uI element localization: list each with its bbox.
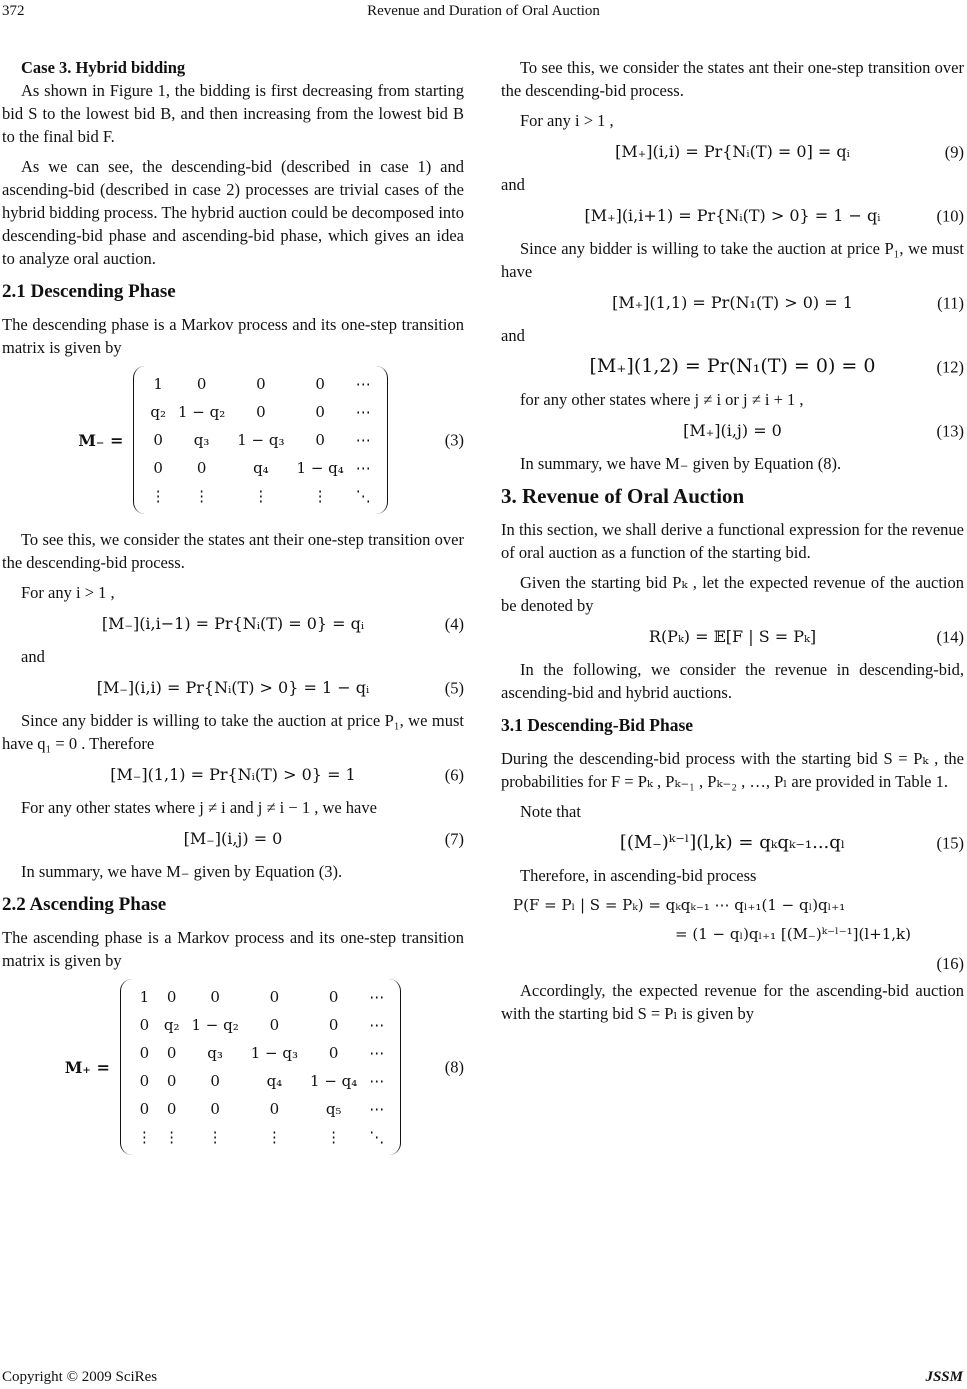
case3-paragraph-1: As shown in Figure 1, the bidding is first decreasing from starting bid S to the lowest bid B, and then increasing from the lowest bid B to the final bid F. xyxy=(2,81,464,146)
equation-11 xyxy=(501,291,964,314)
running-title: Revenue and Duration of Oral Auction xyxy=(367,3,600,19)
matrix-m-plus-cell: 0 xyxy=(166,987,177,1006)
section-2-1-paragraph-2: To see this, we consider the states ant their one-step transition over the descending-bid process. xyxy=(2,530,464,572)
right-paragraph-3: Since any bidder is willing to take the auction at price P₁, we must have xyxy=(501,239,964,281)
matrix-m-plus-cell: q₄ xyxy=(266,1071,283,1090)
matrix-m-minus-cell: q₃ xyxy=(193,430,210,449)
equation-number: (13) xyxy=(936,421,964,440)
equation-16-line-1: P(F = Pₗ | S = Pₖ) = qₖqₖ₋₁ ⋯ qₗ₊₁(1 − qₗ)qₗ₊₁ xyxy=(513,896,846,914)
equation-4 xyxy=(2,612,464,635)
copyright-notice: Copyright © 2009 SciRes xyxy=(2,1369,158,1385)
running-head xyxy=(0,0,967,22)
matrix-m-plus-row xyxy=(131,1095,390,1123)
equation-number: (12) xyxy=(936,357,964,376)
section-3-paragraph-2: Given the starting bid Pₖ , let the expected revenue of the auction be denoted by xyxy=(501,573,964,615)
matrix-m-plus-cell: 1 − q₃ xyxy=(250,1043,299,1062)
matrix-m-minus-cell: 1 − q₂ xyxy=(177,402,226,421)
matrix-m-plus-cell: ⋮ xyxy=(136,1127,152,1146)
equation-body: [M₋](i,i−1) = Pr{Nᵢ(T) = 0} = qᵢ xyxy=(101,614,365,633)
matrix-m-minus-cell: 0 xyxy=(196,374,207,393)
case3-paragraph-2: As we can see, the descending-bid (described in case 1) and ascending-bid (described in case 2) processes are trivial cases of the hybrid bidding process. The hybrid auction could be decomposed into descending-bid phase and ascending-bid phase, which gives an idea to analyze oral auction. xyxy=(2,157,464,268)
right-column xyxy=(501,56,964,1032)
matrix-m-minus-cell: 0 xyxy=(153,430,163,449)
section-3-paragraph-1: In this section, we shall derive a functional expression for the revenue of oral auction as a function of the starting bid. xyxy=(501,520,964,562)
equation-number: (16) xyxy=(936,954,964,973)
equation-number: (7) xyxy=(444,829,464,848)
equation-body: [M₊](i,i) = Pr{Nᵢ(T) = 0] = qᵢ xyxy=(615,142,850,161)
section-3-1-paragraph-2: Note that xyxy=(520,802,581,821)
matrix-m-minus-label: M₋ = xyxy=(78,430,124,450)
matrix-m-plus-cell: q₂ xyxy=(163,1015,180,1034)
matrix-m-minus-row xyxy=(144,398,376,426)
equation-6 xyxy=(2,763,464,786)
matrix-m-minus-cell: ⋯ xyxy=(355,458,371,477)
matrix-m-minus-cell: ⋮ xyxy=(253,486,269,505)
equation-7 xyxy=(2,827,464,850)
section-3-1-paragraph-1: During the descending-bid process with the starting bid S = Pₖ , the probabilities for F = Pₖ , Pₖ₋₁ , Pₖ₋₂ , …, Pₗ are provided in Table 1. xyxy=(501,749,964,791)
right-paragraph-5: In summary, we have M₋ given by Equation (8). xyxy=(520,454,842,473)
section-2-1-paragraph-4: Since any bidder is willing to take the auction at price P₁, we must have q₁ = 0 . Therefore xyxy=(2,711,464,753)
matrix-m-plus-label: M₊ = xyxy=(64,1057,110,1077)
matrix-m-minus-cell: q₂ xyxy=(150,402,166,421)
section-2-1-paragraph-3: For any i > 1 , xyxy=(21,583,115,602)
matrix-m-plus-cell: 1 xyxy=(139,987,150,1006)
matrix-m-minus-cell: 1 − q₄ xyxy=(296,458,344,477)
matrix-m-minus-row xyxy=(144,426,376,454)
matrix-m-plus-cell: q₃ xyxy=(207,1043,223,1062)
matrix-m-minus-cell: 0 xyxy=(256,402,266,421)
matrix-m-minus-cell: ⋯ xyxy=(355,374,371,393)
equation-body: R(Pₖ) = 𝔼[F | S = Pₖ] xyxy=(648,627,817,646)
equation-number: (10) xyxy=(936,206,964,225)
equation-16 xyxy=(513,894,964,975)
matrix-m-minus xyxy=(133,366,387,514)
matrix-m-plus-cell: 0 xyxy=(210,1071,220,1090)
section-2-1-heading: 2.1 Descending Phase xyxy=(2,281,176,302)
equation-13 xyxy=(501,419,964,442)
equation-body: [M₋](i,j) = 0 xyxy=(183,829,283,848)
matrix-m-plus-row xyxy=(131,1039,390,1067)
matrix-m-plus-cell: ⋯ xyxy=(369,1043,385,1062)
equation-5 xyxy=(2,676,464,699)
matrix-m-plus-cell: ⋯ xyxy=(369,987,385,1006)
matrix-m-plus-cell: ⋮ xyxy=(266,1127,282,1146)
equation-number: (9) xyxy=(944,142,964,161)
equation-8 xyxy=(2,979,464,1155)
section-2-1-paragraph-6: In summary, we have M₋ given by Equation (3). xyxy=(21,862,343,881)
matrix-m-minus-cell: 1 xyxy=(153,374,163,393)
matrix-m-plus-row xyxy=(131,983,390,1011)
matrix-m-plus-cell: ⋮ xyxy=(164,1127,180,1146)
matrix-m-plus-cell: 1 − q₄ xyxy=(310,1071,358,1090)
matrix-m-plus-cell: 1 − q₂ xyxy=(191,1015,239,1034)
matrix-m-minus-cell: ⋱ xyxy=(355,486,371,505)
equation-body: [M₋](1,1) = Pr{Nᵢ(T) > 0} = 1 xyxy=(110,765,356,784)
equation-9 xyxy=(501,140,964,163)
matrix-m-plus-row xyxy=(131,1067,390,1095)
matrix-m-plus-cell: 0 xyxy=(269,1015,280,1034)
matrix-m-plus xyxy=(120,979,401,1155)
matrix-m-plus-cell: 0 xyxy=(139,1043,150,1062)
matrix-m-plus-cell: 0 xyxy=(166,1099,177,1118)
matrix-m-minus-cell: 1 − q₃ xyxy=(237,430,285,449)
page-number: 372 xyxy=(2,3,25,19)
matrix-m-minus-cell: 0 xyxy=(315,374,325,393)
equation-number: (5) xyxy=(444,678,464,697)
matrix-m-plus-cell: 0 xyxy=(328,987,339,1006)
journal-name: JSSM xyxy=(925,1369,963,1385)
matrix-m-minus-row xyxy=(144,482,376,510)
matrix-m-plus-cell: ⋯ xyxy=(369,1071,385,1090)
matrix-m-minus-cell: 0 xyxy=(153,458,163,477)
matrix-m-plus-cell: 0 xyxy=(328,1015,339,1034)
section-2-2-heading: 2.2 Ascending Phase xyxy=(2,894,167,915)
equation-body: [M₊](1,1) = Pr(N₁(T) > 0) = 1 xyxy=(612,293,853,312)
right-paragraph-1: To see this, we consider the states ant their one-step transition over the descending-bid process. xyxy=(501,58,964,100)
equation-number: (4) xyxy=(444,614,464,633)
case3-heading: Case 3. Hybrid bidding xyxy=(21,58,186,77)
matrix-m-plus-cell: 0 xyxy=(166,1071,177,1090)
matrix-m-plus-cell: q₅ xyxy=(325,1099,342,1118)
and-text: and xyxy=(501,326,525,345)
right-paragraph-2: For any i > 1 , xyxy=(520,111,614,130)
matrix-m-minus-cell: 0 xyxy=(315,402,325,421)
equation-body: [(M₋)ᵏ⁻ˡ](l,k) = qₖqₖ₋₁...qₗ xyxy=(619,832,846,853)
matrix-m-minus-row xyxy=(144,454,376,482)
section-3-heading: 3. Revenue of Oral Auction xyxy=(501,484,745,508)
section-2-1-paragraph-1: The descending phase is a Markov process and its one-step transition matrix is given by xyxy=(2,315,464,357)
matrix-m-plus-row xyxy=(131,1011,390,1039)
matrix-m-minus-cell: ⋮ xyxy=(194,486,210,505)
equation-16-line-2: = (1 − qₗ)qₗ₊₁ [(M₋)ᵏ⁻ˡ⁻¹](l+1,k) xyxy=(675,925,911,943)
matrix-m-minus-cell: ⋯ xyxy=(355,430,371,449)
matrix-m-plus-cell: 0 xyxy=(269,1099,280,1118)
equation-body: [M₋](i,i) = Pr{Nᵢ(T) > 0} = 1 − qᵢ xyxy=(96,678,370,697)
matrix-m-plus-cell: ⋱ xyxy=(369,1127,385,1146)
matrix-m-minus-cell: ⋮ xyxy=(150,486,166,505)
matrix-m-plus-cell: ⋮ xyxy=(326,1127,342,1146)
matrix-m-plus-cell: 0 xyxy=(269,987,280,1006)
matrix-m-plus-cell: 0 xyxy=(210,987,220,1006)
equation-15 xyxy=(501,831,964,854)
matrix-m-minus-row xyxy=(144,370,376,398)
section-3-1-heading: 3.1 Descending-Bid Phase xyxy=(501,715,694,735)
matrix-m-plus-cell: 0 xyxy=(139,1015,150,1034)
equation-number: (11) xyxy=(937,293,964,312)
matrix-m-plus-row xyxy=(131,1123,390,1151)
equation-number: (8) xyxy=(444,1057,464,1077)
equation-body: [M₊](1,2) = Pr(N₁(T) = 0) = 0 xyxy=(589,355,876,377)
matrix-m-plus-cell: 0 xyxy=(328,1043,339,1062)
equation-14 xyxy=(501,625,964,648)
equation-body: [M₊](i,j) = 0 xyxy=(683,421,782,440)
section-3-1-paragraph-3: Therefore, in ascending-bid process xyxy=(520,866,757,885)
page-footer xyxy=(0,1366,967,1386)
equation-number: (14) xyxy=(936,627,964,646)
and-text: and xyxy=(21,647,45,666)
matrix-m-minus-cell: 0 xyxy=(256,374,266,393)
matrix-m-plus-cell: 0 xyxy=(210,1099,220,1118)
equation-body: [M₊](i,i+1) = Pr{Nᵢ(T) > 0} = 1 − qᵢ xyxy=(584,206,881,225)
matrix-m-plus-cell: 0 xyxy=(139,1071,150,1090)
equation-number: (6) xyxy=(444,765,464,784)
equation-number: (3) xyxy=(444,430,464,450)
section-2-2-paragraph-1: The ascending phase is a Markov process and its one-step transition matrix is given by xyxy=(2,928,464,970)
matrix-m-plus-cell: ⋯ xyxy=(369,1015,385,1034)
matrix-m-plus-cell: ⋯ xyxy=(369,1099,385,1118)
matrix-m-minus-cell: 0 xyxy=(196,458,207,477)
matrix-m-minus-cell: ⋯ xyxy=(355,402,371,421)
section-3-1-paragraph-4: Accordingly, the expected revenue for the ascending-bid auction with the starting bid S = Pₗ is given by xyxy=(501,981,964,1023)
and-text: and xyxy=(501,175,525,194)
matrix-m-plus-cell: 0 xyxy=(166,1043,177,1062)
equation-number: (15) xyxy=(936,833,964,852)
equation-10 xyxy=(501,204,964,227)
matrix-m-plus-cell: 0 xyxy=(139,1099,150,1118)
matrix-m-plus-cell: ⋮ xyxy=(207,1127,223,1146)
right-paragraph-4: for any other states where j ≠ i or j ≠ i + 1 , xyxy=(520,390,804,409)
matrix-m-minus-cell: q₄ xyxy=(253,458,269,477)
equation-12 xyxy=(501,355,964,378)
left-column xyxy=(2,56,464,1155)
section-2-1-paragraph-5: For any other states where j ≠ i and j ≠ i − 1 , we have xyxy=(21,798,377,817)
matrix-m-minus-cell: ⋮ xyxy=(312,486,328,505)
section-3-paragraph-3: In the following, we consider the revenue in descending-bid, ascending-bid and hybrid auctions. xyxy=(501,660,964,702)
equation-3 xyxy=(2,366,464,514)
matrix-m-minus-cell: 0 xyxy=(315,430,325,449)
